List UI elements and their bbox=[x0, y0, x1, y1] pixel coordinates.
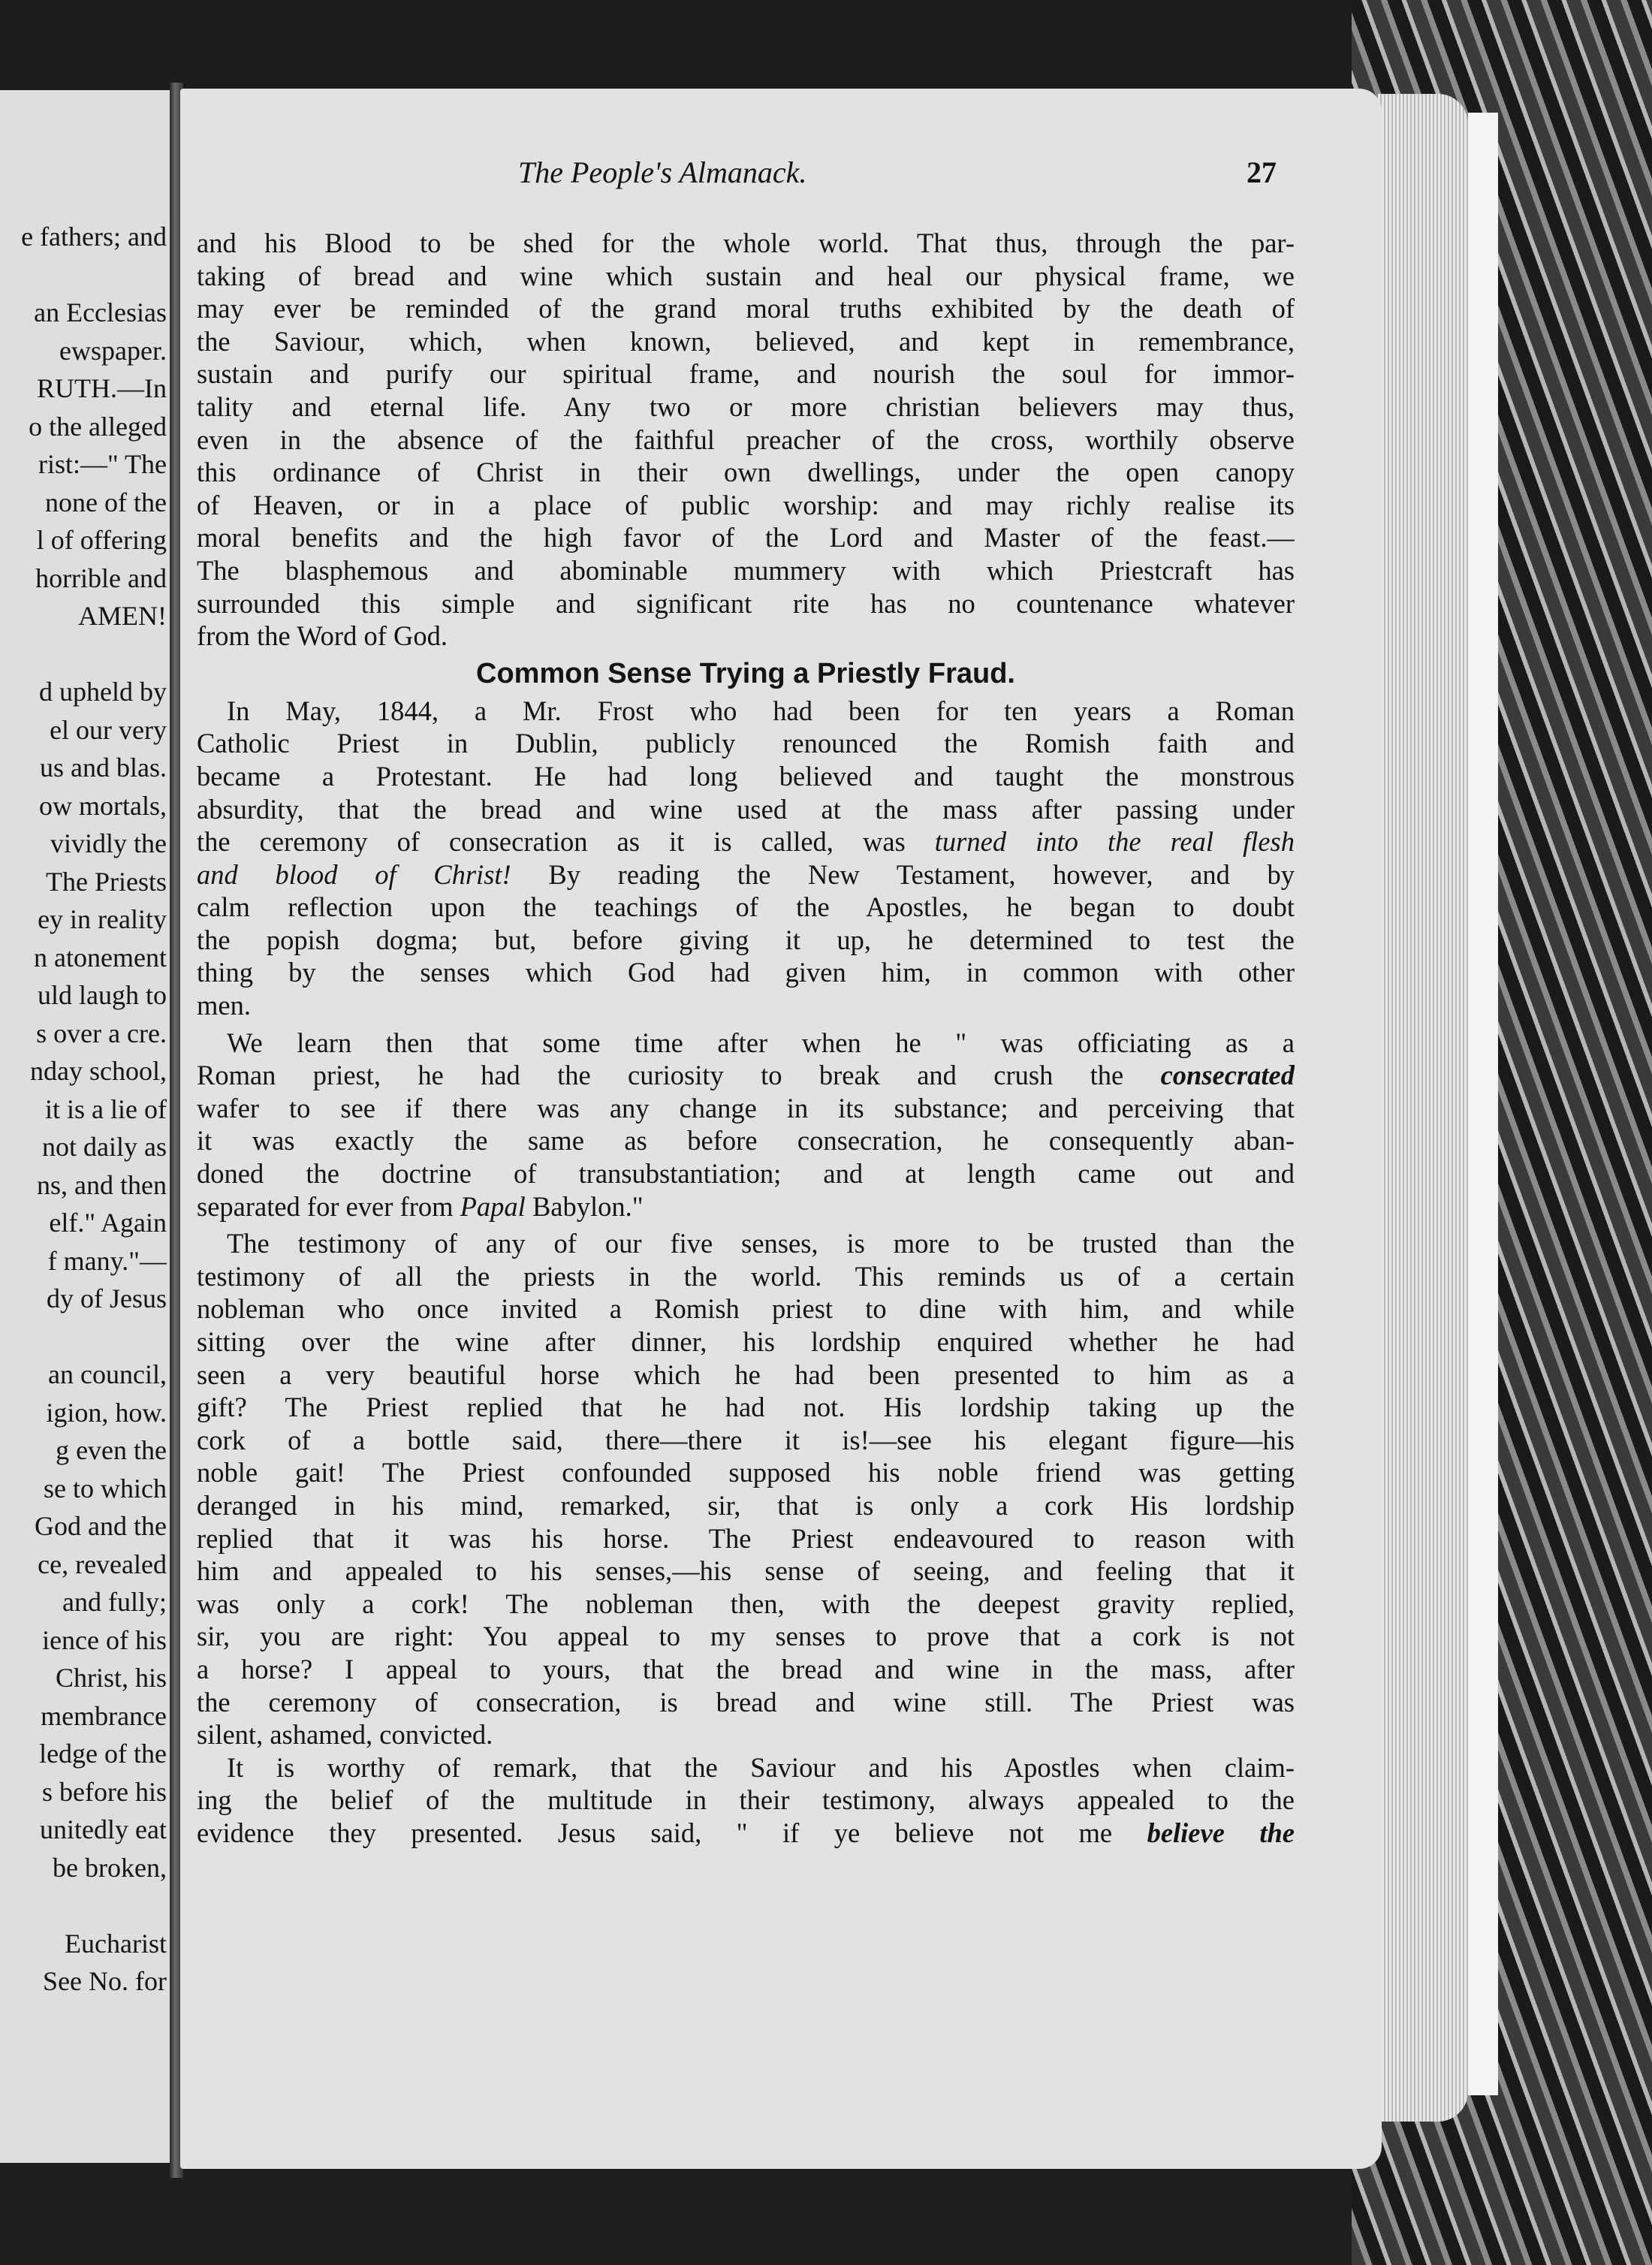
text-line: In May, 1844, a Mr. Frost who had been for ten years a Roman bbox=[227, 695, 1295, 726]
left-page-line bbox=[0, 559, 167, 598]
left-page-line-text: o the alleged bbox=[29, 411, 167, 442]
paragraph-mr-frost bbox=[197, 695, 1295, 1022]
left-page-line bbox=[0, 673, 167, 711]
left-page-line bbox=[0, 445, 167, 484]
text-line: noble gait! The Priest confounded supposed his noble friend was getting bbox=[197, 1457, 1295, 1488]
left-page-line bbox=[0, 1546, 167, 1584]
text-line: the ceremony of consecration, is bread and wine still. The Priest was bbox=[197, 1686, 1295, 1718]
italic-text: Papal bbox=[460, 1190, 526, 1222]
text-run: Roman priest, he had the curiosity to break and crush the bbox=[197, 1060, 1161, 1091]
left-page-line bbox=[0, 408, 167, 446]
page-stack-edges bbox=[1378, 94, 1468, 2122]
text-line bbox=[197, 858, 1295, 891]
left-page-line bbox=[0, 1166, 167, 1205]
text-line: became a Protestant. He had long believed and taught the monstrous bbox=[197, 760, 1295, 792]
text-line: ing the belief of the multitude in their testimony, always appealed to the bbox=[197, 1784, 1295, 1816]
left-page-line-text: l of offering bbox=[36, 525, 167, 555]
left-page-line bbox=[0, 218, 167, 256]
text-line: from the Word of God. bbox=[197, 620, 448, 652]
text-line: the Saviour, which, when known, believed, and kept in remembrance, bbox=[197, 325, 1295, 357]
left-page-line bbox=[0, 1659, 167, 1697]
text-line: doned the doctrine of transubstantiation; and at length came out and bbox=[197, 1158, 1295, 1190]
left-page-line-text: ns, and then bbox=[37, 1169, 167, 1200]
text-line bbox=[197, 825, 1295, 858]
cover-edge bbox=[1468, 113, 1498, 2095]
left-page-line bbox=[0, 1394, 167, 1432]
text-line: thing by the senses which God had given him, in common with other bbox=[197, 957, 1295, 988]
left-page-line bbox=[0, 1811, 167, 1849]
left-page-line-text: igion, how. bbox=[46, 1397, 167, 1428]
text-run: the ceremony of consecration as it is called, was bbox=[197, 826, 935, 858]
text-line: taking of bread and wine which sustain and heal our physical frame, we bbox=[197, 260, 1295, 291]
left-page-line bbox=[0, 1735, 167, 1773]
left-page-line bbox=[0, 976, 167, 1015]
text-line: gift? The Priest replied that he had not. His lordship taking up the bbox=[197, 1392, 1295, 1423]
left-page-line-text: ewspaper. bbox=[59, 335, 167, 366]
left-page-line-text: vividly the bbox=[50, 828, 167, 858]
left-page-line bbox=[0, 711, 167, 749]
left-page-line bbox=[0, 1242, 167, 1280]
text-line: The testimony of any of our five senses, is more to be trusted than the bbox=[227, 1228, 1295, 1259]
left-page-line bbox=[0, 787, 167, 825]
paragraph-nobleman bbox=[197, 1227, 1295, 1751]
left-page-line bbox=[0, 294, 167, 332]
text-line: sustain and purify our spiritual frame, and nourish the soul for immor- bbox=[197, 358, 1295, 390]
left-page-line-text: f many."— bbox=[47, 1245, 167, 1276]
left-page-line-text: ience of his bbox=[42, 1624, 167, 1655]
text-line: replied that it was his horse. The Priest endeavoured to reason with bbox=[197, 1522, 1295, 1554]
left-page-line-text: an Ecclesias bbox=[34, 297, 167, 327]
left-page-line bbox=[0, 1849, 167, 1887]
left-page-line-text: See No. for bbox=[43, 1966, 167, 1996]
left-page-line-text: AMEN! bbox=[78, 601, 167, 631]
text-line: cork of a bottle said, there—there it is!—see his elegant figure—his bbox=[197, 1424, 1295, 1455]
text-line: deranged in his mind, remarked, sir, that is only a cork His lordship bbox=[197, 1489, 1295, 1521]
left-page-line bbox=[0, 1621, 167, 1660]
left-page-line bbox=[0, 1280, 167, 1318]
left-page-line-text: elf." Again bbox=[49, 1208, 167, 1238]
text-line: nobleman who once invited a Romish priest to dine with him, and while bbox=[197, 1293, 1295, 1325]
running-head bbox=[518, 155, 1277, 192]
left-page-line-text: n atonement bbox=[34, 942, 167, 973]
paragraph-worthy-of-remark bbox=[197, 1751, 1295, 1850]
line-gap bbox=[0, 635, 167, 674]
text-line bbox=[197, 1190, 1295, 1223]
text-line: seen a very beautiful horse which he had been presented to him as a bbox=[197, 1359, 1295, 1390]
left-page-line-text: Eucharist bbox=[65, 1928, 167, 1959]
left-page-line-text: unitedly eat bbox=[40, 1814, 167, 1844]
left-page-line-text: s over a cre. bbox=[36, 1018, 167, 1048]
left-page bbox=[0, 90, 174, 2163]
left-page-line bbox=[0, 1128, 167, 1166]
text-run: Babylon." bbox=[525, 1190, 644, 1222]
left-page-line-text: nday school, bbox=[30, 1056, 167, 1086]
left-page-line bbox=[0, 749, 167, 787]
text-line bbox=[197, 1059, 1295, 1092]
article-body bbox=[197, 227, 1295, 1850]
left-page-line bbox=[0, 1507, 167, 1546]
left-page-line-text: none of the bbox=[45, 487, 167, 517]
text-run: By reading the New Testament, however, and by bbox=[511, 858, 1295, 890]
text-line: surrounded this simple and significant rite has no countenance whatever bbox=[197, 587, 1295, 619]
running-title: The People's Almanack. bbox=[518, 155, 807, 189]
left-page-line bbox=[0, 1090, 167, 1129]
italic-text: believe the bbox=[1147, 1817, 1295, 1848]
left-page-line-text: ow mortals, bbox=[39, 790, 167, 821]
text-run: separated for ever from bbox=[197, 1190, 460, 1222]
text-line: tality and eternal life. Any two or more christian believers may thus, bbox=[197, 391, 1295, 422]
left-page-line bbox=[0, 1204, 167, 1242]
text-line: the popish dogma; but, before giving it up, he determined to test the bbox=[197, 924, 1295, 955]
left-page-line-text: s before his bbox=[42, 1776, 167, 1807]
line-gap bbox=[0, 1318, 167, 1356]
italic-text: turned into the real flesh bbox=[934, 826, 1295, 858]
text-line: absurdity, that the bread and wine used at the mass after passing under bbox=[197, 793, 1295, 825]
text-line: sir, you are right: You appeal to my senses to prove that a cork is not bbox=[197, 1621, 1295, 1652]
left-page-line bbox=[0, 597, 167, 635]
page-number: 27 bbox=[1247, 155, 1277, 189]
left-page-line-text: ce, revealed bbox=[38, 1549, 167, 1579]
text-line: Catholic Priest in Dublin, publicly renounced the Romish faith and bbox=[197, 728, 1295, 759]
line-gap bbox=[0, 256, 167, 294]
left-page-line bbox=[0, 1583, 167, 1621]
left-page-line bbox=[0, 1431, 167, 1470]
left-page-line-text: God and the bbox=[35, 1511, 167, 1541]
text-line: calm reflection upon the teachings of the Apostles, he began to doubt bbox=[197, 891, 1295, 923]
text-line: and his Blood to be shed for the whole world. That thus, through the par- bbox=[197, 228, 1295, 258]
left-page-line bbox=[0, 332, 167, 370]
text-line: It is worthy of remark, that the Saviour and his Apostles when claim- bbox=[227, 1751, 1295, 1783]
left-page-line-text: ey in reality bbox=[38, 904, 167, 934]
text-line: a horse? I appeal to yours, that the bread and wine in the mass, after bbox=[197, 1653, 1295, 1684]
left-page-line-text: not daily as bbox=[42, 1132, 167, 1162]
text-line: it was exactly the same as before consecration, he consequently aban- bbox=[197, 1125, 1295, 1157]
left-page-line bbox=[0, 1962, 167, 2001]
left-page-line bbox=[0, 1773, 167, 1811]
text-line: testimony of all the priests in the world. This reminds us of a certain bbox=[197, 1260, 1295, 1292]
left-page-line bbox=[0, 521, 167, 559]
left-page-line-text: el our very bbox=[50, 714, 167, 745]
left-page-line bbox=[0, 863, 167, 901]
left-page-line-text: RUTH.—In bbox=[37, 373, 167, 403]
text-line: silent, ashamed, convicted. bbox=[197, 1719, 493, 1751]
left-page-line bbox=[0, 900, 167, 939]
left-page-line bbox=[0, 1015, 167, 1053]
left-page-text-fragments bbox=[0, 218, 167, 2001]
left-page-line bbox=[0, 1925, 167, 1963]
left-page-line-text: rist:—" The bbox=[38, 449, 167, 479]
text-line: We learn then that some time after when he " was officiating as a bbox=[227, 1027, 1295, 1058]
italic-text: and blood of Christ! bbox=[197, 858, 511, 890]
text-run: evidence they presented. Jesus said, " if ye believe not me bbox=[197, 1817, 1147, 1848]
left-page-line-text: d upheld by bbox=[39, 677, 167, 707]
left-page-line-text: Christ, his bbox=[55, 1663, 167, 1693]
left-page-line-text: e fathers; and bbox=[21, 222, 167, 252]
text-line: may ever be reminded of the grand moral truths exhibited by the death of bbox=[197, 293, 1295, 324]
left-page-line-text: and fully; bbox=[62, 1587, 167, 1617]
left-page-line bbox=[0, 1470, 167, 1508]
left-page-line bbox=[0, 1697, 167, 1736]
left-page-line-text: membrance bbox=[41, 1700, 167, 1731]
text-line: sitting over the wine after dinner, his lordship enquired whether he had bbox=[197, 1326, 1295, 1357]
text-line: even in the absence of the faithful preacher of the cross, worthily observe bbox=[197, 424, 1295, 455]
left-page-line bbox=[0, 1052, 167, 1090]
left-page-line-text: horrible and bbox=[35, 562, 167, 593]
left-page-line-text: se to which bbox=[44, 1473, 167, 1503]
left-page-line-text: ledge of the bbox=[39, 1739, 167, 1769]
text-line: The blasphemous and abominable mummery with which Priestcraft has bbox=[197, 554, 1295, 586]
left-page-line bbox=[0, 1356, 167, 1394]
left-page-line-text: g even the bbox=[56, 1435, 167, 1465]
left-page-line-text: The Priests bbox=[46, 866, 167, 897]
line-gap bbox=[0, 1886, 167, 1925]
text-line: was only a cork! The nobleman then, with the deepest gravity replied, bbox=[197, 1588, 1295, 1619]
left-page-line-text: us and blas. bbox=[40, 752, 167, 783]
left-page-line bbox=[0, 939, 167, 977]
text-line: of Heaven, or in a place of public worship: and may richly realise its bbox=[197, 489, 1295, 520]
left-page-line-text: an council, bbox=[48, 1359, 167, 1389]
left-page-line bbox=[0, 825, 167, 863]
paragraph-wafer bbox=[197, 1027, 1295, 1223]
left-page-line-text: uld laugh to bbox=[38, 980, 167, 1010]
text-line: this ordinance of Christ in their own dwellings, under the open canopy bbox=[197, 457, 1295, 488]
text-line: men. bbox=[197, 990, 251, 1021]
paragraph-sacrament bbox=[197, 227, 1295, 653]
left-page-line bbox=[0, 369, 167, 408]
text-line: moral benefits and the high favor of the Lord and Master of the feast.— bbox=[197, 522, 1295, 553]
left-page-line-text: it is a lie of bbox=[45, 1093, 167, 1124]
article-heading: Common Sense Trying a Priestly Fraud. bbox=[476, 657, 1015, 689]
left-page-line bbox=[0, 484, 167, 522]
left-page-line-text: be broken, bbox=[53, 1852, 167, 1883]
italic-text: consecrated bbox=[1160, 1060, 1295, 1091]
left-page-line-text: dy of Jesus bbox=[47, 1283, 167, 1313]
text-line bbox=[197, 1817, 1295, 1850]
text-line: wafer to see if there was any change in its substance; and perceiving that bbox=[197, 1092, 1295, 1123]
text-line: him and appealed to his senses,—his sense of seeing, and feeling that it bbox=[197, 1555, 1295, 1587]
